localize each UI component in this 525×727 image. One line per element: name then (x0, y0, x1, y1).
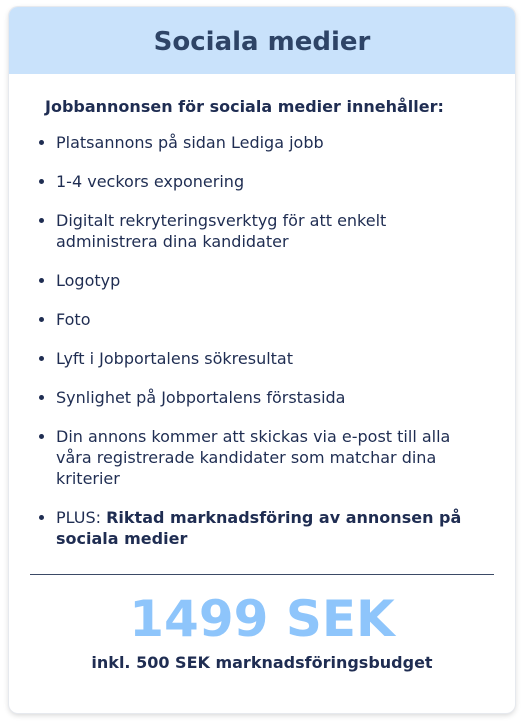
card-header (9, 7, 515, 74)
plus-text: Riktad marknadsföring av annonsen på sociala medier (56, 508, 462, 548)
bullet-icon (39, 356, 44, 361)
feature-text: Logotyp (56, 271, 121, 290)
bullet-icon (39, 395, 44, 400)
feature-text: Digitalt rekryteringsverktyg för att enkelt administrera dina kandidater (56, 211, 387, 251)
feature-item (39, 210, 479, 252)
price-note: inkl. 500 SEK marknadsföringsbudget (91, 653, 433, 672)
feature-item (39, 387, 479, 408)
feature-item-plus (39, 507, 479, 549)
feature-text: Din annons kommer att skickas via e-post till alla våra registrerade kandidater som matchar dina kriterier (56, 427, 451, 488)
bullet-icon (39, 434, 44, 439)
feature-item (39, 426, 479, 489)
feature-item (39, 270, 479, 291)
feature-text: 1-4 veckors exponering (56, 172, 245, 191)
feature-text: Lyft i Jobportalens sökresultat (56, 349, 294, 368)
bullet-icon (39, 179, 44, 184)
feature-text: Foto (56, 310, 91, 329)
bullet-icon (39, 317, 44, 322)
plus-prefix: PLUS: (56, 508, 107, 527)
feature-item (39, 132, 479, 153)
feature-text: Platsannons på sidan Lediga jobb (56, 133, 324, 152)
features-list (39, 132, 479, 567)
bullet-icon (39, 218, 44, 223)
features-intro: Jobbannonsen för sociala medier innehåller: (45, 97, 444, 116)
feature-item (39, 171, 479, 192)
feature-item (39, 348, 479, 369)
divider (30, 574, 494, 575)
pricing-card (9, 7, 515, 713)
price-amount: 1499 SEK (129, 590, 395, 648)
feature-text: Synlighet på Jobportalens förstasida (56, 388, 346, 407)
bullet-icon (39, 515, 44, 520)
bullet-icon (39, 278, 44, 283)
feature-item (39, 309, 479, 330)
card-title: Sociala medier (153, 26, 371, 57)
bullet-icon (39, 140, 44, 145)
